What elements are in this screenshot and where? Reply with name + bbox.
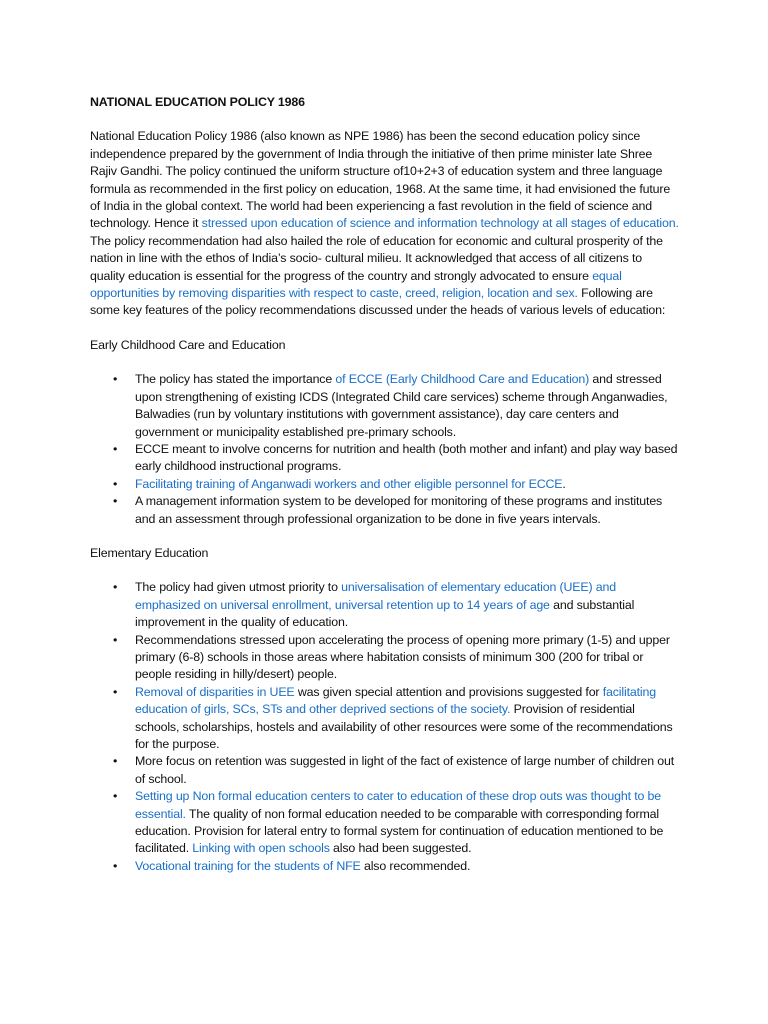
list-item [113,788,680,858]
item-text: and substantial improvement in the quality of education. [135,597,635,630]
item-text: ECCE meant to involve concerns for nutrition and health (both mother and infant) and play way based early childhood instructional programs. [135,441,678,474]
item-text: also had been suggested. [329,841,472,856]
item-text: The quality of non formal education needed to be comparable with corresponding formal education. Provision for lateral entry to formal system for continuation of education mentioned to be facilitated. [135,806,664,856]
item-text: A management information system to be developed for monitoring of these programs and institutes and an assessment through professional organization to be done in five years intervals. [135,494,663,526]
intro-paragraph [90,128,680,319]
item-text: and stressed upon strengthening of existing ICDS (Integrated Child care services) scheme through Anganwadies, Balwadies (run by voluntary institutions with government assistance), day care centers and government or municipality established pre-primary schools. [135,372,668,439]
section-heading-elementary: Elementary Education [90,545,209,560]
intro-run: Following are some key features of the policy recommendations discussed under the heads of various levels of education: [90,286,666,318]
item-highlight: facilitating education of girls, SCs, STs and other deprived sections of the society. [135,684,657,717]
intro-run: The policy recommendation had also hailed the role of education for economic and cultural prosperity of the nation in line with the ethos of India’s socio- cultural milieu. It acknowledged that access of all citizens to quality education is essential for the progress of the country and strongly advocated to ensure [90,233,663,283]
bullet-icon: • [113,494,118,509]
section-heading-ecce: Early Childhood Care and Education [90,337,286,352]
item-highlight: Linking with open schools [192,841,330,856]
list-item [113,632,680,684]
item-text: The policy had given utmost priority to [135,580,342,595]
document-page [90,94,680,892]
bullet-icon: • [113,580,118,595]
item-text: Recommendations stressed upon accelerating the process of opening more primary (1-5) and upper primary (6-8) schools in those areas where habitation consists of minimum 300 (200 for tribal or people residing in hilly/desert) people. [135,632,670,682]
bullet-icon: • [113,632,118,647]
item-highlight: universalisation of elementary education (UEE) and emphasized on universal enrollment, universal retention up to 14 years of age [135,580,617,612]
item-highlight: Vocational training for the students of NFE [135,858,361,873]
bullet-icon: • [113,858,118,873]
item-text: also recommended. [360,858,471,873]
item-highlight: Facilitating training of Anganwadi workers and other eligible personnel for ECCE [135,476,563,491]
intro-highlight: stressed upon education of science and information technology at all stages of education. [201,216,679,231]
ecce-list [90,371,680,528]
bullet-icon: • [113,754,118,769]
item-text: The policy has stated the importance [135,372,336,387]
list-item [113,476,680,493]
bullet-icon: • [113,441,118,456]
item-highlight: Setting up Non formal education centers to cater to education of these drop outs was thought to be essential. [135,789,662,821]
list-item [113,579,680,631]
bullet-icon: • [113,789,118,804]
bullet-icon: • [113,372,118,387]
item-highlight: Removal of disparities in UEE [135,684,295,699]
item-highlight: of ECCE (Early Childhood Care and Education) [335,372,590,387]
list-item [113,493,680,528]
list-item [113,441,680,476]
bullet-icon: • [113,476,118,491]
bullet-icon: • [113,684,118,699]
intro-run: National Education Policy 1986 (also known as NPE 1986) has been the second education policy since independence prepared by the government of India through the initiative of then prime minister late Shree Rajiv Gandhi. The policy continued the uniform structure of10+2+3 of education system and three language formula as recommended in the first policy on education, 1968. At the same time, it had envisioned the future of India in the global context. The world had been experiencing a fast revolution in the field of science and technology. Hence it [90,129,671,231]
list-item [113,858,680,875]
item-text: . [562,476,566,491]
list-item [113,684,680,754]
list-item [113,371,680,441]
item-text: Provision of residential schools, scholarships, hostels and availability of other resources were some of the recommendations for the purpose. [135,702,673,751]
document-title: NATIONAL EDUCATION POLICY 1986 [90,95,305,109]
item-text: More focus on retention was suggested in light of the fact of existence of large number of children out of school. [135,754,675,786]
intro-highlight: equal opportunities by removing disparities with respect to caste, creed, religion, location and sex. [90,268,622,301]
item-text: was given special attention and provisions suggested for [294,684,603,699]
list-item [113,753,680,788]
elementary-list [90,579,680,875]
